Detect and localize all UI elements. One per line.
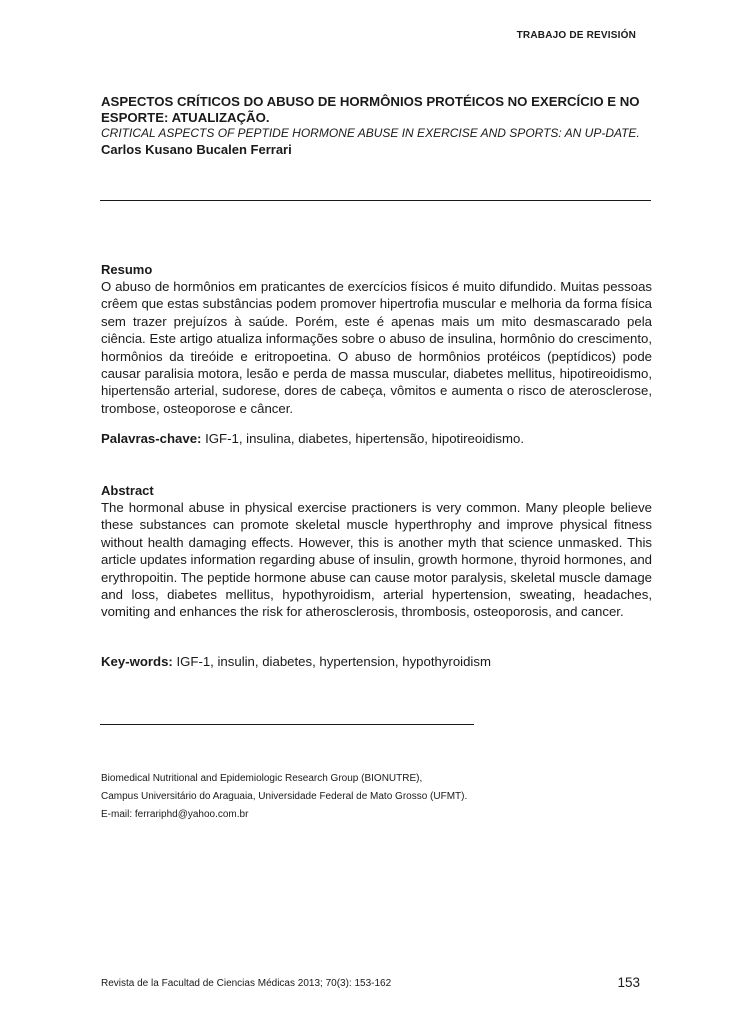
- palavras-chave-values: IGF-1, insulina, diabetes, hipertensão, hipotireoidismo.: [201, 431, 524, 446]
- key-words-label: Key-words:: [101, 654, 173, 669]
- affiliation-line: Campus Universitário do Araguaia, Universidade Federal de Mato Grosso (UFMT).: [101, 791, 468, 802]
- article-title-english: CRITICAL ASPECTS OF PEPTIDE HORMONE ABUSE IN EXERCISE AND SPORTS: AN UP-DATE.: [101, 126, 640, 140]
- palavras-chave: [101, 430, 652, 447]
- abstract-section: [101, 482, 652, 621]
- footnote-divider: [100, 724, 474, 725]
- key-words-values: IGF-1, insulin, diabetes, hypertension, hypothyroidism: [172, 654, 491, 669]
- abstract-heading: Abstract: [101, 483, 154, 498]
- resumo-section: [101, 261, 652, 417]
- section-tag: TRABAJO DE REVISIÓN: [516, 30, 636, 41]
- top-divider: [100, 200, 651, 201]
- resumo-heading: Resumo: [101, 262, 153, 277]
- article-title-portuguese: ASPECTOS CRÍTICOS DO ABUSO DE HORMÔNIOS PROTÉICOS NO EXERCÍCIO E NO ESPORTE: ATUALIZAÇÃO.: [101, 94, 640, 125]
- page-number: 153: [617, 975, 640, 990]
- key-words: [101, 653, 652, 670]
- affiliation-block: [101, 770, 661, 824]
- abstract-body: The hormonal abuse in physical exercise practioners is very common. Many pleople believe these substances can promote skeletal muscle hyperthrophy and improve physical fitness without health damaging effects. However, this is another myth that science unmasked. This article updates information regarding abuse of insulin, growth hormone, thyroid hormones, and erythropoitin. The peptide hormone abuse can cause motor paralysis, skeletal muscle damage and loss, diabetes mellitus, hypothyroidism, arterial hypertension, sweating, headaches, vomiting and enhances the risk for atherosclerosis, thrombosis, osteoporosis, and cancer.: [101, 500, 652, 620]
- title-block: [101, 94, 651, 157]
- affiliation-line: Biomedical Nutritional and Epidemiologic Research Group (BIONUTRE),: [101, 773, 423, 784]
- author-email: E-mail: ferrariphd@yahoo.com.br: [101, 809, 249, 820]
- journal-citation: Revista de la Facultad de Ciencias Médicas 2013; 70(3): 153-162: [101, 978, 392, 989]
- palavras-chave-label: Palavras-chave:: [101, 431, 202, 446]
- author-name: Carlos Kusano Bucalen Ferrari: [101, 142, 292, 157]
- resumo-body: O abuso de hormônios em praticantes de exercícios físicos é muito difundido. Muitas pessoas crêem que estas substâncias podem promover hipertrofia muscular e melhoria da forma física sem trazer prejuízos à saúde. Porém, este é apenas mais um mito desmascarado pela ciência. Este artigo atualiza informações sobre o abuso de insulina, hormônio do crescimento, hormônios da tireóide e eritropoetina. O abuso de hormônios protéicos (peptídicos) pode causar paralisia motora, lesão e perda de massa muscular, diabetes mellitus, hipotireoidismo, hipertensão arterial, sudorese, dores de cabeça, vômitos e aumenta o risco de aterosclerose, trombose, osteoporose e câncer.: [101, 279, 652, 416]
